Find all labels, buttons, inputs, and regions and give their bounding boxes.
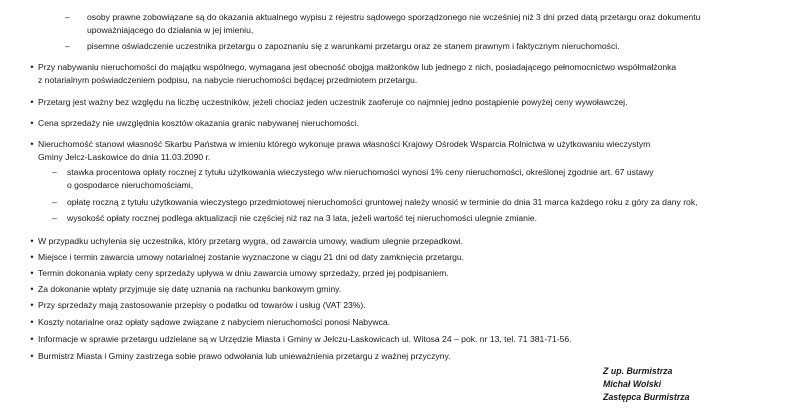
bullet-item-line: Cena sprzedaży nie uwzględnia kosztów okazania granic nabywanej nieruchomości. [38,118,360,128]
bullet-item-line: Gminy Jelcz-Laskowice do dnia 11.03.2090 r. [38,152,211,162]
bullet-marker: • [30,139,34,149]
bullet-marker: • [30,284,34,294]
bullet-marker: • [30,236,34,246]
bullet-item-line: Za dokonanie wpłaty przyjmuje się datę uznania na rachunku bankowym gminy. [38,284,342,294]
bullet-item-line: Informacje w sprawie przetargu udzielane są w Urzędzie Miasta i Gminy w Jelczu-Laskowicach ul. Witosa 24 – pok. nr 13, tel. 71 381-71-56. [38,334,572,344]
bullet-marker: • [30,351,34,361]
sub-item-line: pisemne oświadczenie uczestnika przetargu o zapoznaniu się z warunkami przetargu oraz ze stanem prawnym i faktycznym nieruchomości. [87,41,620,51]
dash-marker: – [52,197,57,207]
dash-marker: – [65,12,70,22]
sub-item-line: osoby prawne zobowiązane są do okazania aktualnego wypisu z rejestru sądowego sporządzonego nie wcześniej niż 3 dni przed datą przetargu oraz dokumentu [87,12,701,22]
bullet-item-line: Przy sprzedaży mają zastosowanie przepisy o podatku od towarów i usług (VAT 23%). [38,300,366,310]
bullet-item-line: z notarialnym poświadczeniem podpisu, na nabycie nieruchomości będącej przedmiotem przetargu. [38,75,418,85]
bullet-item-line: Miejsce i termin zawarcia umowy notarialnej zostanie wyznaczone w ciągu 21 dni od daty zamknięcia przetargu. [38,252,465,262]
bullet-item-line: W przypadku uchylenia się uczestnika, który przetarg wygra, od zawarcia umowy, wadium ulegnie przepadkowi. [38,236,463,246]
bullet-marker: • [30,268,34,278]
dash-marker: – [52,213,57,223]
bullet-marker: • [30,334,34,344]
bullet-item-line: Koszty notarialne oraz opłaty sądowe związane z nabyciem nieruchomości ponosi Nabywca. [38,317,391,327]
bullet-item-line: Termin dokonania wpłaty ceny sprzedaży upływa w dniu zawarcia umowy sprzedaży, przed jej podpisaniem. [38,268,449,278]
bullet-item-line: Nieruchomość stanowi własność Skarbu Państwa w imieniu którego wykonuje prawa własności Krajowy Ośrodek Wsparcia Rolnictwa w użytkowaniu wieczystym [38,139,651,149]
signature-line-title: Z up. Burmistrza [603,366,673,376]
bullet-item-line: Burmistrz Miasta i Gminy zastrzega sobie prawo odwołania lub unieważnienia przetargu z ważnej przyczyny. [38,351,451,361]
bullet-marker: • [30,118,34,128]
bullet-marker: • [30,97,34,107]
sub-item-line: opłatę roczną z tytułu użytkowania wieczystego przedmiotowej nieruchomości gruntowej należy wnosić w terminie do dnia 31 marca każdego roku z góry za dany rok, [67,197,698,207]
sub-item-line: o gospodarce nieruchomościami, [67,180,194,190]
bullet-marker: • [30,252,34,262]
bullet-marker: • [30,300,34,310]
dash-marker: – [65,41,70,51]
sub-item-line: wysokość opłaty rocznej podlega aktualizacji nie częściej niż raz na 3 lata, jeżeli wartość tej nieruchomości ulegnie zmianie. [67,213,538,223]
signature-line-role: Zastępca Burmistrza [603,392,690,402]
sub-item-line: upoważniającego do działania w jej imieniu, [87,25,254,35]
bullet-item-line: Przy nabywaniu nieruchomości do majątku wspólnego, wymagana jest obecność obojga małżonków lub jednego z nich, posiadającego pełnomocnictwo współmałżonka [38,62,677,72]
bullet-item-line: Przetarg jest ważny bez względu na liczbę uczestników, jeżeli chociaż jeden uczestnik zaoferuje co najmniej jedno postąpienie powyżej ceny wywoławczej. [38,97,628,107]
signature-line-name: Michał Wolski [603,379,662,389]
bullet-marker: • [30,317,34,327]
bullet-marker: • [30,62,34,72]
dash-marker: – [52,167,57,177]
sub-item-line: stawka procentowa opłaty rocznej z tytułu użytkowania wieczystego w/w nieruchomości wynosi 1% ceny nieruchomości, określonej zgodnie art. 67 ustawy [67,167,654,177]
